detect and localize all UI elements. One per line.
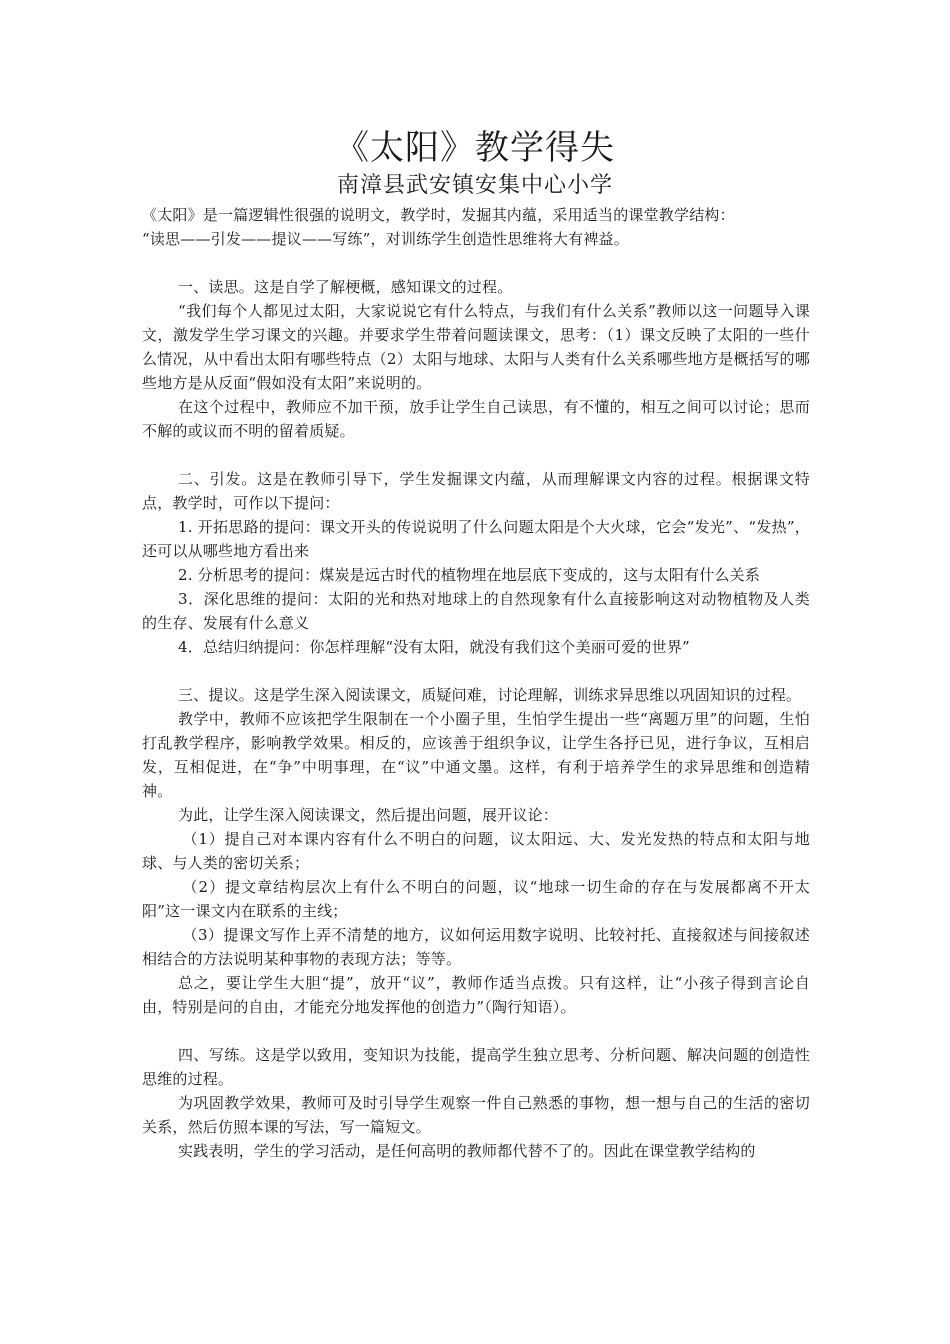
- section-2-heading: 二、引发。这是在教师引导下，学生发掘课文内蕴，从而理解课文内容的过程。根据课文特点，教学时，可作以下提问：: [142, 470, 810, 512]
- section-1-heading: 一、读思。这是自学了解梗概，感知课文的过程。: [178, 278, 513, 296]
- section-3-item-1: （1）提自己对本课内容有什么不明白的问题，议太阳远、大、发光发热的特点和太阳与地球、与人类的密切关系；: [142, 830, 810, 872]
- intro-line-1: 《太阳》是一篇逻辑性很强的说明文，教学时，发掘其内蕴，采用适当的课堂教学结构：: [142, 206, 735, 224]
- document-title: 《太阳》教学得失: [335, 128, 615, 168]
- section-4-heading: 四、写练。这是学以致用，变知识为技能，提高学生独立思考、分析问题、解决问题的创造性思维的过程。: [142, 1046, 810, 1088]
- section-3-paragraph-3: 总之，要让学生大胆“提”，放开“议”，教师作适当点拨。只有这样，让“小孩子得到言论自由，特别是问的自由，才能充分地发挥他的创造力”（陶行知语）。: [142, 974, 810, 1016]
- section-3-item-2: （2）提文章结构层次上有什么不明白的问题，议“地球一切生命的存在与发展都离不开太阳”这一课文内在联系的主线；: [142, 878, 810, 920]
- section-2-question-3: 3．深化思维的提问：太阳的光和热对地球上的自然现象有什么直接影响这对动物植物及人类的生存、发展有什么意义: [142, 590, 810, 632]
- section-2-question-4: 4．总结归纳提问：你怎样理解“没有太阳，就没有我们这个美丽可爱的世界”: [178, 638, 690, 656]
- section-4-paragraph-2: 实践表明，学生的学习活动，是任何高明的教师都代替不了的。因此在课堂教学结构的: [178, 1142, 756, 1160]
- section-4-paragraph-1: 为巩固教学效果，教师可及时引导学生观察一件自己熟悉的事物，想一想与自己的生活的密切关系，然后仿照本课的写法，写一篇短文。: [142, 1094, 810, 1136]
- section-1-paragraph-2: 在这个过程中，教师应不加干预，放手让学生自己读思，有不懂的，相互之间可以讨论；思而不解的或议而不明的留着质疑。: [142, 398, 810, 440]
- paragraph-gap: [142, 443, 810, 467]
- section-2-question-2: 2. 分析思考的提问：煤炭是远古时代的植物埋在地层底下变成的，这与太阳有什么关系: [178, 566, 761, 584]
- paragraph-gap: [142, 251, 810, 275]
- section-3-item-3: （3）提课文写作上弄不清楚的地方，议如何运用数字说明、比较衬托、直接叙述与间接叙述相结合的方法说明某种事物的表现方法；等等。: [142, 926, 810, 968]
- section-3-paragraph-2: 为此，让学生深入阅读课文，然后提出问题，展开议论：: [178, 806, 559, 824]
- intro-line-2: “读思——引发——提议——写练”，对训练学生创造性思维将大有裨益。: [142, 230, 629, 248]
- document-subtitle: 南漳县武安镇安集中心小学: [336, 173, 613, 198]
- section-2-question-1: 1. 开拓思路的提问：课文开头的传说说明了什么问题太阳是个大火球，它会“发光”、“发热”，还可以从哪些地方看出来: [142, 518, 810, 560]
- section-3-heading: 三、提议。这是学生深入阅读课文，质疑问难，讨论理解，训练求异思维以巩固知识的过程。: [178, 686, 802, 704]
- section-1-paragraph-1: “我们每个人都见过太阳，大家说说它有什么特点，与我们有什么关系”教师以这一问题导入课文，激发学生学习课文的兴趣。并要求学生带着问题读课文，思考：（1）课文反映了太阳的一些什么情况，从中看出太阳有哪些特点（2）太阳与地球、太阳与人类有什么关系哪些地方是概括写的哪些地方是从反面“假如没有太阳”来说明的。: [142, 302, 810, 392]
- section-3-paragraph-1: 教学中，教师不应该把学生限制在一个小圈子里，生怕学生提出一些“离题万里”的问题，生怕打乱教学程序，影响教学效果。相反的，应该善于组织争议，让学生各抒已见，进行争议，互相启发，互相促进，在“争”中明事理，在“议”中通文墨。这样，有利于培养学生的求异思维和创造精神。: [142, 710, 810, 800]
- paragraph-gap: [142, 1019, 810, 1043]
- paragraph-gap: [142, 659, 810, 683]
- document-body: [142, 203, 810, 1163]
